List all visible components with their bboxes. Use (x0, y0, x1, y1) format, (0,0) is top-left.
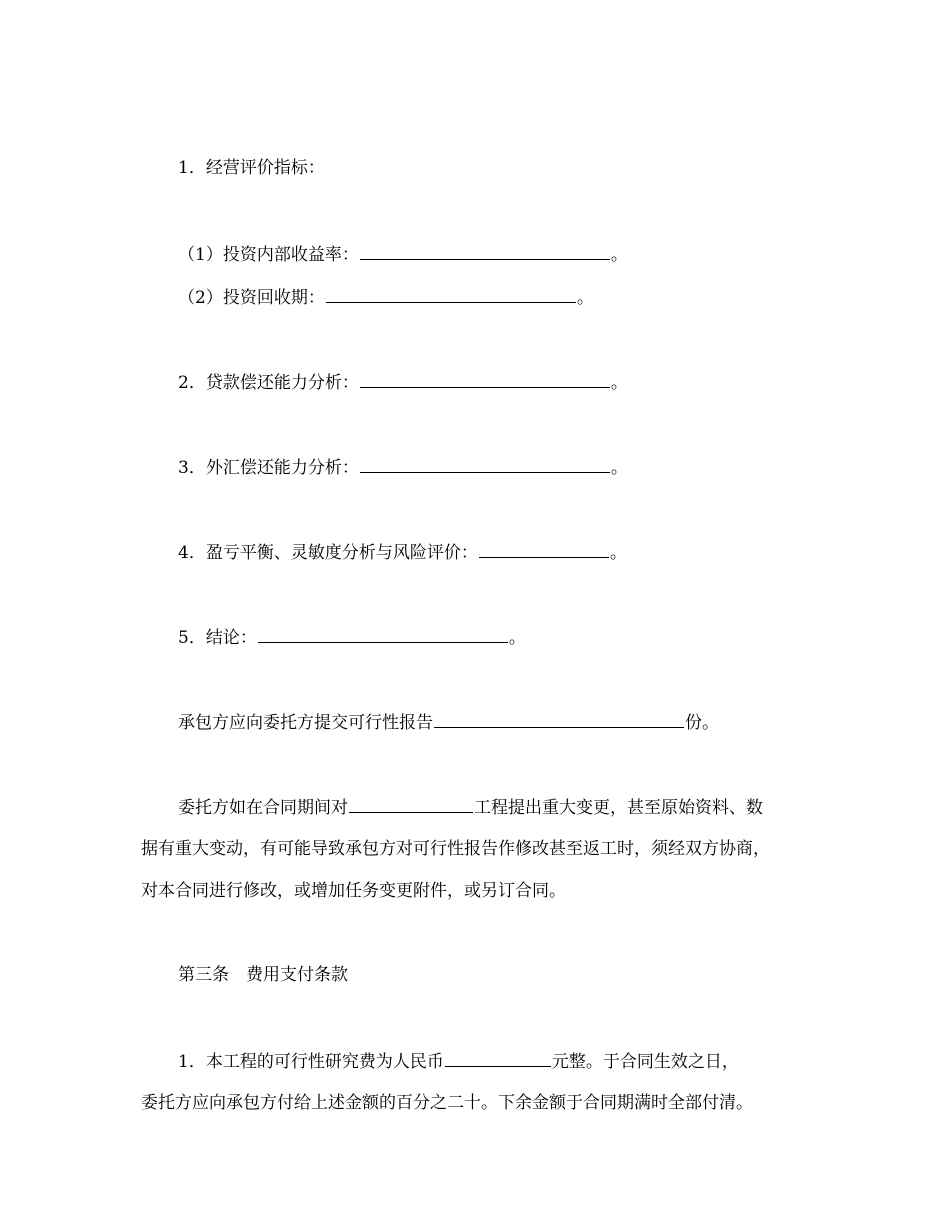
fx-repay-end: 。 (610, 458, 628, 478)
change-clause-line1 (178, 794, 763, 818)
fee-line2-text: 委托方应向承包方付给上述金额的百分之二十。下余金额于合同期满时全部付清。 (141, 1093, 753, 1113)
fee-before: 1．本工程的可行性研究费为人民币 (178, 1052, 444, 1072)
breakeven-end: 。 (609, 543, 627, 563)
item2-line (178, 369, 628, 393)
fee-after: 元整。于合同生效之日， (551, 1052, 739, 1072)
report-copies-blank[interactable] (434, 709, 684, 728)
report-line (178, 709, 719, 733)
item1-heading-text: 1．经营评价指标： (178, 158, 325, 178)
irr-label: （1）投资内部收益率： (178, 245, 359, 265)
payback-label: （2）投资回收期： (178, 288, 325, 308)
item4-line (178, 539, 627, 563)
article3-heading (178, 963, 348, 987)
payback-blank[interactable] (326, 284, 576, 303)
report-after: 份。 (685, 713, 719, 733)
conclusion-label: 5．结论： (178, 628, 257, 648)
item3-line (178, 454, 628, 478)
fee-amount-blank[interactable] (445, 1048, 551, 1067)
change-clause-line2 (141, 837, 770, 861)
item5-line (178, 624, 526, 648)
fx-repay-label: 3．外汇偿还能力分析： (178, 458, 359, 478)
conclusion-blank[interactable] (258, 624, 508, 643)
irr-blank[interactable] (360, 241, 610, 260)
irr-end: 。 (610, 245, 628, 265)
breakeven-label: 4．盈亏平衡、灵敏度分析与风险评价： (178, 543, 478, 563)
change-after: 工程提出重大变更，甚至原始资料、数 (474, 798, 763, 818)
loan-repay-blank[interactable] (360, 369, 610, 388)
item1-heading (178, 156, 325, 180)
project-name-blank[interactable] (349, 794, 473, 813)
breakeven-blank[interactable] (479, 539, 609, 558)
article3-p1-line2 (141, 1091, 753, 1115)
article3-p1-line1 (178, 1048, 739, 1072)
payback-end: 。 (576, 288, 594, 308)
article3-heading-text: 第三条 费用支付条款 (178, 965, 348, 985)
loan-repay-end: 。 (610, 373, 628, 393)
report-before: 承包方应向委托方提交可行性报告 (178, 713, 433, 733)
conclusion-end: 。 (508, 628, 526, 648)
item1-sub1-line (178, 241, 628, 265)
change-before: 委托方如在合同期间对 (178, 798, 348, 818)
item1-sub2-line (178, 284, 594, 308)
change-line2-text: 据有重大变动，有可能导致承包方对可行性报告作修改甚至返工时，须经双方协商， (141, 839, 770, 859)
loan-repay-label: 2．贷款偿还能力分析： (178, 373, 359, 393)
change-line3-text: 对本合同进行修改，或增加任务变更附件，或另订合同。 (141, 881, 566, 901)
fx-repay-blank[interactable] (360, 454, 610, 473)
change-clause-line3 (141, 879, 566, 903)
